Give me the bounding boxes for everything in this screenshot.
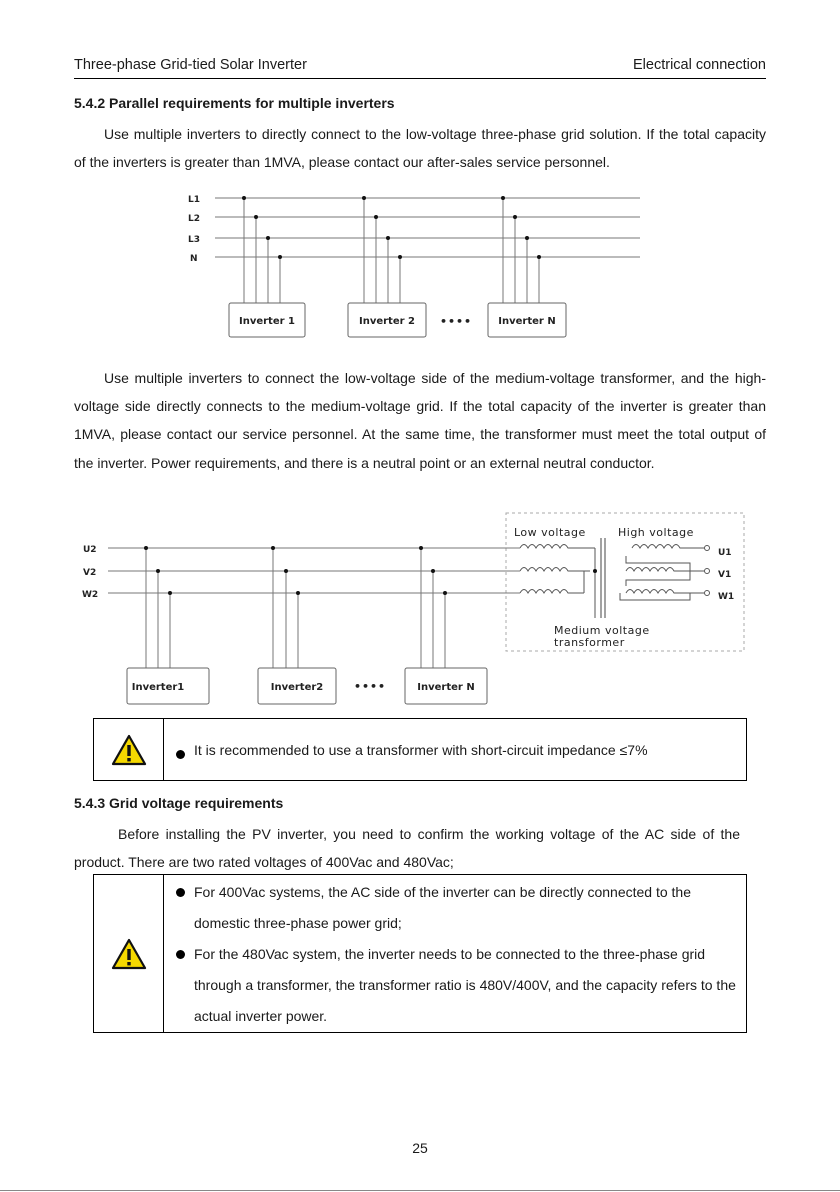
bottom-rule — [0, 1190, 840, 1191]
page-number: 25 — [412, 1140, 428, 1156]
inverter-ellipsis: •••• — [439, 315, 473, 328]
note-item-400vac: For 400Vac systems, the AC side of the inverter can be directly connected to the domestic three-phase power grid; — [164, 877, 736, 939]
header-section: Electrical connection — [633, 57, 766, 73]
low-voltage-windings — [520, 545, 595, 619]
warning-note-voltage — [93, 874, 747, 1033]
section-542-paragraph-2: Use multiple inverters to connect the low-voltage side of the medium-voltage transformer, and the high-voltage side directly connects to the medium-voltage grid. If the total capacity of the inverter is greater than 1MVA, please contact our service personnel. At the same time, the transformer must meet the total output of the inverter. Power requirements, and there is a neutral point or an external neutral conductor. — [74, 370, 766, 471]
section-542-title: 5.4.2 Parallel requirements for multiple inverters — [74, 95, 395, 111]
bus-label-l1: L1 — [188, 195, 200, 205]
warning-icon-cell — [94, 875, 164, 1032]
bus-lines — [215, 198, 640, 257]
inverter-1-label: Inverter 1 — [238, 316, 296, 327]
warning-icon — [111, 938, 147, 970]
high-voltage-label: High voltage — [618, 526, 694, 539]
bus-label-u2: U2 — [83, 545, 97, 555]
transformer-label-1: Medium voltage — [554, 624, 650, 637]
inverter1-label: Inverter1 — [131, 682, 185, 693]
section-543-title: 5.4.3 Grid voltage requirements — [74, 795, 284, 811]
warning-note-transformer — [93, 718, 747, 781]
section-542-paragraph-1: Use multiple inverters to directly connect to the low-voltage three-phase grid solution. If the total capacity of the inverters is greater than 1MVA, please contact our after-sales service personnel. — [74, 126, 766, 171]
inverter2-label: Inverter2 — [270, 682, 324, 693]
bus-label-l2: L2 — [188, 214, 200, 224]
inverter-n2-label: Inverter N — [417, 682, 475, 693]
output-label-u1: U1 — [718, 548, 732, 558]
note-item: It is recommended to use a transformer with short-circuit impedance ≤7% — [164, 742, 648, 758]
note-item-480vac: For the 480Vac system, the inverter needs to be connected to the three-phase grid through a transformer, the transformer ratio is 480V/400V, and the capacity refers to the actual inverter power. — [164, 939, 736, 1032]
section-543-paragraph: Before installing the PV inverter, you need to confirm the working voltage of the AC side of the product. There are two rated voltages of 400Vac and 480Vac; — [74, 826, 740, 871]
inverter-2-label: Inverter 2 — [358, 316, 416, 327]
output-label-v1: V1 — [718, 570, 732, 580]
bus-label-w2: W2 — [82, 590, 99, 600]
warning-icon-cell — [94, 719, 164, 780]
bus-label-n: N — [190, 254, 198, 264]
warning-icon — [111, 734, 147, 766]
high-voltage-windings — [620, 545, 704, 601]
header-title: Three-phase Grid-tied Solar Inverter — [74, 57, 307, 73]
inverter-n-label: Inverter N — [498, 316, 556, 327]
parallel-grid-diagram — [0, 185, 840, 345]
transformer-grid-diagram — [0, 508, 840, 708]
header-rule — [74, 78, 766, 79]
bus-label-v2: V2 — [83, 568, 97, 578]
transformer-label-2: transformer — [554, 636, 625, 649]
inverter2-ellipsis: •••• — [353, 680, 387, 693]
low-voltage-label: Low voltage — [514, 526, 586, 539]
output-label-w1: W1 — [718, 592, 735, 602]
bus-label-l3: L3 — [188, 235, 200, 245]
